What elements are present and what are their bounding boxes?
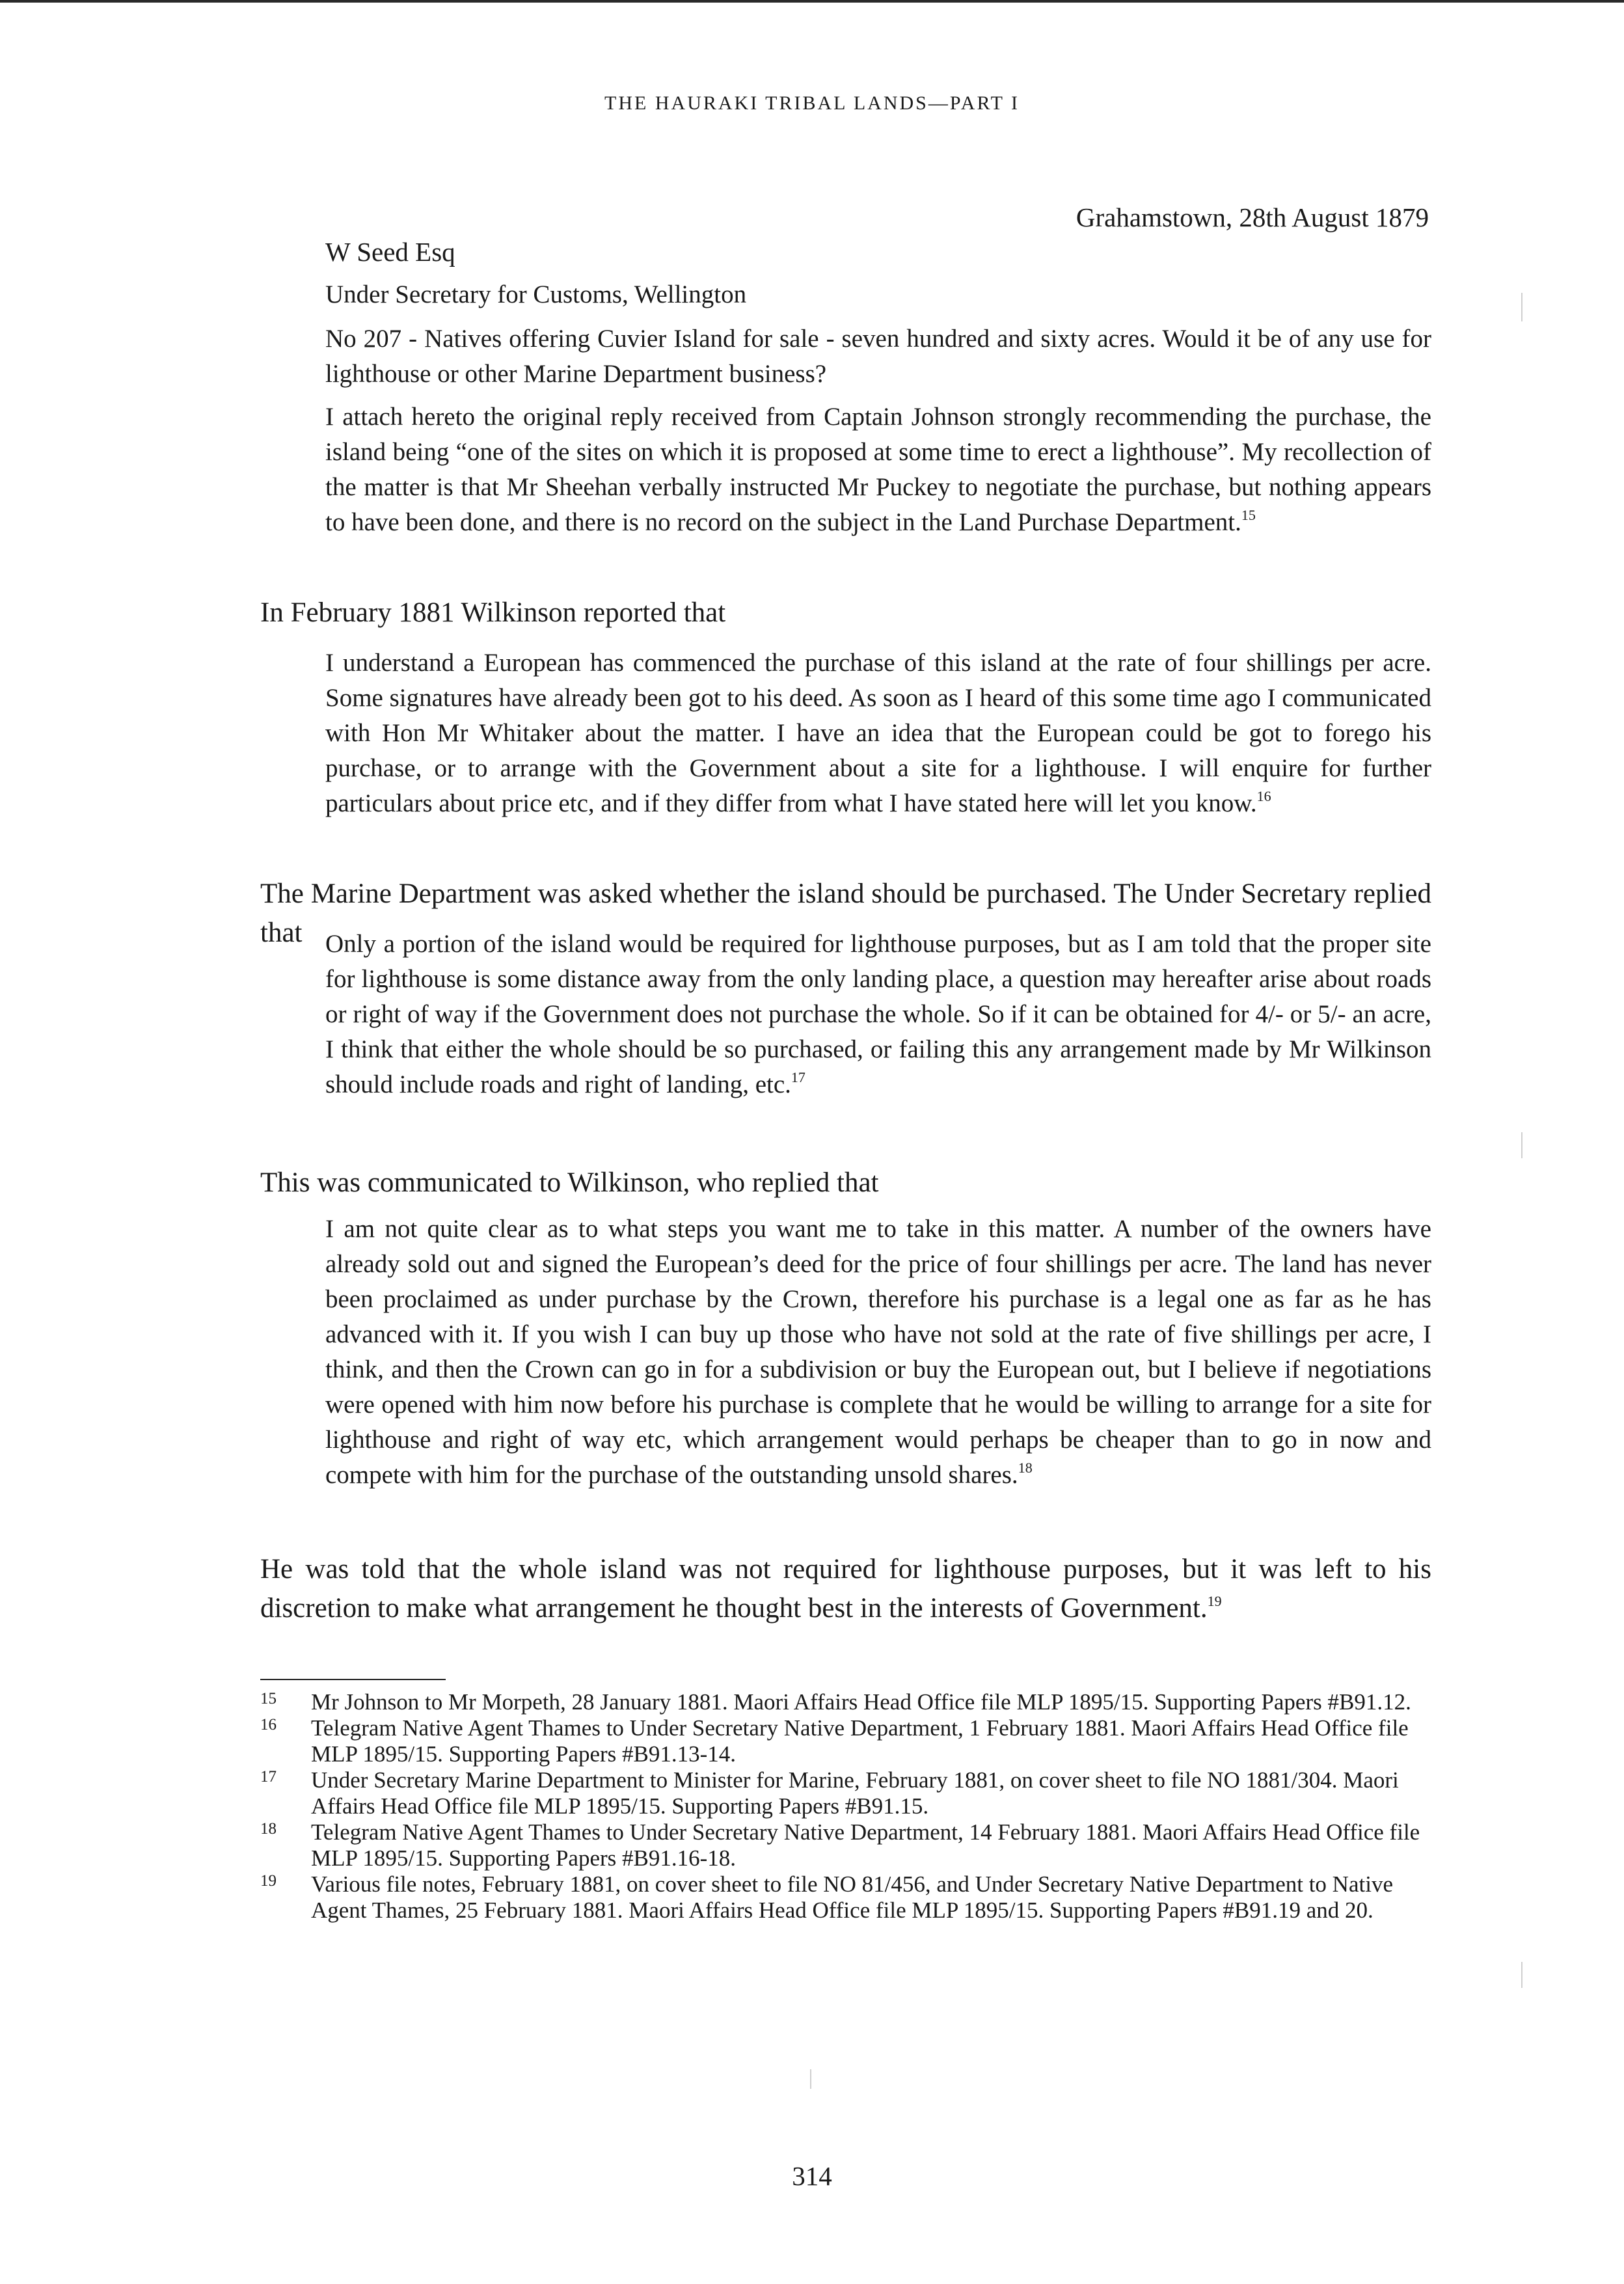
quote-text: Only a portion of the island would be required for lighthouse purposes, but as I am told that the proper site for lighthouse is some distance away from the only landing place, a question may hereafter arise about roads or right of way if the Government does not purchase the whole. So if it can be obtained for 4/- or 5/- an acre, I think that either the whole should be so purchased, or failing this any arrangement made by Mr Wilkinson should include roads and right of landing, etc.$^{17}$ (325, 930, 1431, 1098)
footnote-ref: 19 (1207, 1592, 1222, 1609)
footnote-item (260, 1715, 1431, 1767)
quote-text: I understand a European has commenced the purchase of this island at the rate of four shillings per acre. Some signatures have already been got to his deed. As soon as I heard of this some time ago I communicated with Hon Mr Whitaker about the matter. I have an idea that the European could be got to forego his purchase, or to arrange with the Government about a site for a lighthouse. I will enquire for further particulars about price etc, and if they differ from what I have stated here will let you know.$^{16}$ (325, 649, 1431, 817)
footnote-ref: 17 (791, 1069, 805, 1085)
letter-quote (325, 234, 1431, 548)
letter-salutation: W Seed Esq (325, 237, 455, 267)
scan-mark (1521, 1132, 1522, 1158)
block-quote (325, 1212, 1431, 1501)
footnote-number: 16 (260, 1716, 277, 1733)
body-paragraph: This was communicated to Wilkinson, who replied that (260, 1167, 879, 1198)
footnote-number: 19 (260, 1872, 277, 1890)
letter-paragraph: I attach hereto the original reply received from Captain Johnson strongly recommending the purchase, the island being “one of the sites on which it is proposed at some time to erect a lighthouse”. My recollection of the matter is that Mr Sheehan verbally instructed Mr Puckey to negotiate the purchase, but nothing appears to have been done, and there is no record on the subject in the Land Purchase Department.$^{15}$ (325, 403, 1431, 536)
footnote-text: Under Secretary Marine Department to Minister for Marine, February 1881, on cover sheet to file NO 1881/304. Maori Affairs Head Office file MLP 1895/15. Supporting Papers #B91.15. (311, 1767, 1399, 1819)
footnote-ref: 16 (1256, 788, 1271, 804)
block-quote (325, 646, 1431, 829)
footnote-item (260, 1871, 1431, 1924)
footnote-ref: 15 (1241, 507, 1256, 523)
quote-text: I am not quite clear as to what steps you want me to take in this matter. A number of the owners have already sold out and signed the European’s deed for the price of four shillings per acre. The land has never been proclaimed as under purchase by the Crown, therefore his purchase is a legal one as far as he has advanced with it. If you wish I can buy up those who have not sold at the rate of five shillings per acre, I think, and then the Crown can go in for a subdivision or buy the European out, but I believe if negotiations were opened with him now before his purchase is complete that he would be willing to arrange for a site for lighthouse and right of way etc, which arrangement would perhaps be cheaper than to go in now and compete with him for the purchase of the outstanding unsold shares.$^{18}$ (325, 1215, 1431, 1489)
page-number: 314 (792, 2161, 832, 2191)
scan-mark (810, 2069, 811, 2089)
footnote-ref: 18 (1018, 1460, 1033, 1476)
body-paragraph: The Marine Department was asked whether the island should be purchased. The Under Secretary replied that (260, 878, 1431, 948)
body-paragraph: He was told that the whole island was not required for lighthouse purposes, but it was left to his discretion to make what arrangement he thought best in the interests of Government.$^{19}$ (260, 1554, 1431, 1624)
footnote-text: Mr Johnson to Mr Morpeth, 28 January 1881. Maori Affairs Head Office file MLP 1895/15. Supporting Papers #B91.12. (311, 1689, 1411, 1715)
footnote-item (260, 1767, 1431, 1819)
letter-recipient: Under Secretary for Customs, Wellington (325, 280, 747, 308)
footnote-rule (260, 1679, 446, 1680)
letter-paragraph: No 207 - Natives offering Cuvier Island for sale - seven hundred and sixty acres. Would it be of any use for lighthouse or other Marine Department business? (325, 325, 1431, 388)
footnotes (260, 1689, 1431, 1924)
top-border (0, 0, 1624, 3)
letter-dateline: Grahamstown, 28th August 1879 (1076, 202, 1429, 232)
footnote-number: 17 (260, 1768, 277, 1786)
footnote-text: Telegram Native Agent Thames to Under Secretary Native Department, 1 February 1881. Maori Affairs Head Office file MLP 1895/15. Supporting Papers #B91.13-14. (311, 1715, 1409, 1767)
footnote-item (260, 1689, 1431, 1715)
body-paragraph: In February 1881 Wilkinson reported that (260, 597, 726, 628)
footnote-text: Telegram Native Agent Thames to Under Secretary Native Department, 14 February 1881. Maori Affairs Head Office file MLP 1895/15. Supporting Papers #B91.16-18. (311, 1819, 1420, 1871)
scan-mark (1521, 293, 1522, 321)
block-quote (325, 927, 1431, 1110)
footnote-number: 18 (260, 1820, 277, 1838)
scan-mark (1521, 1962, 1522, 1988)
footnote-text: Various file notes, February 1881, on cover sheet to file NO 81/456, and Under Secretary Native Department to Native Agent Thames, 25 February 1881. Maori Affairs Head Office file MLP 1895/15. Supporting Papers #B91.19 and 20. (311, 1871, 1393, 1923)
footnote-number: 15 (260, 1690, 277, 1707)
running-head: THE HAURAKI TRIBAL LANDS—PART I (604, 92, 1020, 114)
footnote-item (260, 1819, 1431, 1871)
